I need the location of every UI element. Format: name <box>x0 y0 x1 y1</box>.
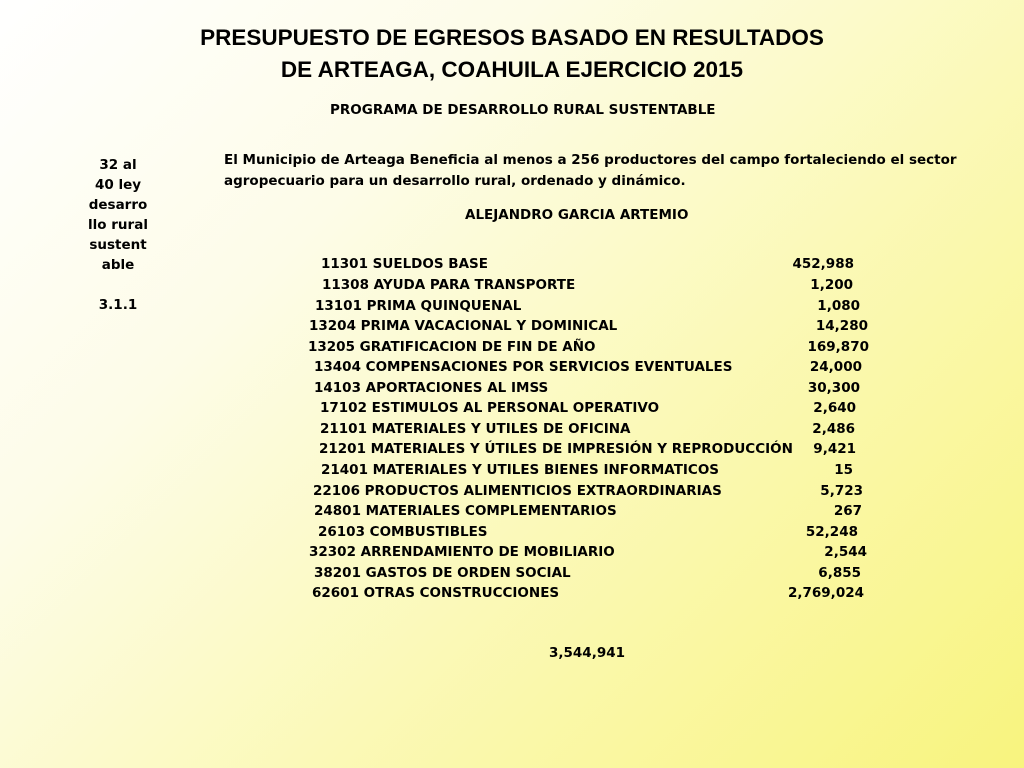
sidebar-line: desarro <box>88 197 148 213</box>
budget-item-row <box>321 460 853 480</box>
budget-item-label: 21201 MATERIALES Y ÚTILES DE IMPRESIÓN Y REPRODUCCIÓN <box>319 441 793 457</box>
budget-item-row <box>308 337 869 357</box>
budget-item-row <box>312 583 864 603</box>
budget-item-amount: 6,855 <box>818 565 861 581</box>
budget-item-row <box>322 275 853 295</box>
budget-item-label: 11308 AYUDA PARA TRANSPORTE <box>322 277 576 293</box>
budget-item-amount: 2,544 <box>824 544 867 560</box>
budget-item-amount: 2,486 <box>812 421 855 437</box>
budget-item-row <box>314 357 862 377</box>
budget-item-row <box>320 398 856 418</box>
budget-item-amount: 267 <box>833 503 862 519</box>
budget-item-label: 21101 MATERIALES Y UTILES DE OFICINA <box>320 421 631 437</box>
budget-item-row <box>309 316 868 336</box>
sidebar-line: llo rural <box>88 217 148 233</box>
budget-item-amount: 5,723 <box>820 483 863 499</box>
budget-item-amount: 452,988 <box>792 256 854 272</box>
budget-item-label: 13205 GRATIFICACION DE FIN DE AÑO <box>308 339 596 355</box>
budget-item-row <box>313 481 863 501</box>
budget-item-row <box>315 296 860 316</box>
program-description: El Municipio de Arteaga Beneficia al menos a 256 productores del campo fortaleciendo el sector agropecuario para un desarrollo rural, ordenado y dinámico. <box>224 152 957 189</box>
budget-item-amount: 1,080 <box>817 298 860 314</box>
budget-item-label: 11301 SUELDOS BASE <box>321 256 488 272</box>
budget-item-label: 26103 COMBUSTIBLES <box>318 524 488 540</box>
budget-item-row <box>318 522 858 542</box>
program-name: PROGRAMA DE DESARROLLO RURAL SUSTENTABLE <box>330 102 716 118</box>
title-line-2: DE ARTEAGA, COAHUILA EJERCICIO 2015 <box>280 57 744 82</box>
budget-total: 3,544,941 <box>549 645 626 661</box>
budget-item-label: 38201 GASTOS DE ORDEN SOCIAL <box>314 565 571 581</box>
budget-item-label: 24801 MATERIALES COMPLEMENTARIOS <box>314 503 617 519</box>
budget-item-amount: 169,870 <box>807 339 869 355</box>
budget-item-amount: 52,248 <box>805 524 858 540</box>
sidebar-line: 32 al <box>99 157 137 173</box>
budget-item-label: 62601 OTRAS CONSTRUCCIONES <box>312 585 560 601</box>
budget-item-label: 22106 PRODUCTOS ALIMENTICIOS EXTRAORDINARIAS <box>313 483 722 499</box>
budget-item-label: 21401 MATERIALES Y UTILES BIENES INFORMATICOS <box>321 462 720 478</box>
sidebar-line: 40 ley <box>94 177 142 193</box>
title-line-1: PRESUPUESTO DE EGRESOS BASADO EN RESULTADOS <box>200 25 824 50</box>
budget-item-label: 17102 ESTIMULOS AL PERSONAL OPERATIVO <box>320 400 660 416</box>
budget-item-amount: 30,300 <box>807 380 860 396</box>
page-title <box>0 22 1024 86</box>
budget-item-row <box>314 501 862 521</box>
sidebar-line: able <box>101 257 135 273</box>
budget-item-amount: 15 <box>834 462 853 478</box>
budget-item-amount: 24,000 <box>809 359 862 375</box>
sidebar-line: sustent <box>89 237 147 253</box>
budget-item-amount: 14,280 <box>815 318 868 334</box>
budget-item-row <box>321 254 854 274</box>
budget-item-row <box>319 439 856 459</box>
budget-item-amount: 2,640 <box>813 400 856 416</box>
sidebar-reference <box>72 155 164 315</box>
budget-item-label: 32302 ARRENDAMIENTO DE MOBILIARIO <box>309 544 615 560</box>
budget-item-amount: 9,421 <box>813 441 856 457</box>
budget-item-row <box>314 563 861 583</box>
budget-item-row <box>314 378 860 398</box>
budget-item-label: 13101 PRIMA QUINQUENAL <box>315 298 522 314</box>
budget-item-row <box>309 542 867 562</box>
budget-item-label: 14103 APORTACIONES AL IMSS <box>314 380 549 396</box>
budget-item-row <box>320 419 855 439</box>
budget-item-label: 13404 COMPENSACIONES POR SERVICIOS EVENTUALES <box>314 359 733 375</box>
budget-item-label: 13204 PRIMA VACACIONAL Y DOMINICAL <box>309 318 618 334</box>
budget-item-amount: 2,769,024 <box>787 585 864 601</box>
budget-item-amount: 1,200 <box>810 277 853 293</box>
sidebar-code: 3.1.1 <box>98 297 138 313</box>
responsible-person: ALEJANDRO GARCIA ARTEMIO <box>465 207 689 223</box>
